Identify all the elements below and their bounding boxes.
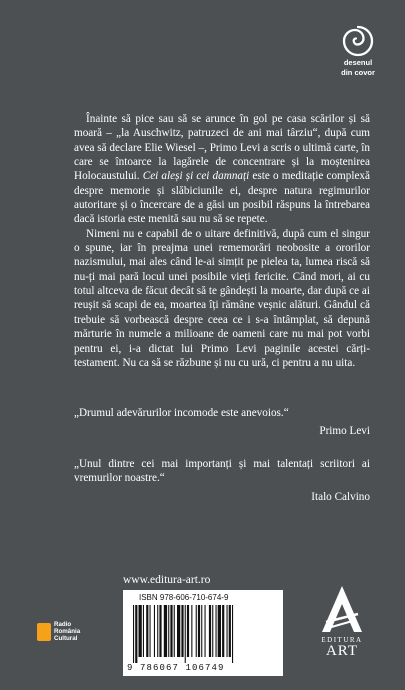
barcode-bar <box>198 605 200 657</box>
barcode-bar <box>150 605 151 657</box>
barcode-bar <box>139 605 142 657</box>
barcode-bar <box>201 605 202 657</box>
art-pyramid-icon <box>316 584 368 634</box>
barcode-bar <box>168 605 169 657</box>
blurb-text: este o meditație complexă despre memorie și slăbiciunile ei, despre natura regimurilor autoritare și o încercare de a găsi un posibil răspuns la întrebarea dacă istoria este menită sau nu să se repete. <box>74 170 370 226</box>
barcode-bar <box>174 605 175 657</box>
ean-digits: 9 786067 106749 <box>127 663 225 673</box>
book-title-italic: Cei aleși și cei damnați <box>142 170 250 183</box>
barcode-bar <box>146 605 148 657</box>
quote-italo-calvino <box>74 457 370 504</box>
barcode-bar <box>222 605 224 657</box>
quote-text: „Unul dintre cei mai importanți și mai talentați scriitori ai vremurilor noastre.“ <box>74 458 370 485</box>
barcode-bar <box>177 605 180 657</box>
radio-logo-line: Cultural <box>54 635 78 642</box>
blurb-paragraph-2: Nimeni nu e capabil de o uitare definitivă, după cum el singur o spune, iar în preajma unei rememorări neobosite a ororilor nazismului, mai ales când le-ai simțit pe pielea ta, lumea riscă să nu-ți mai pară locul unei posibile vieți fericite. Când mori, ai cu totul altceva de făcut decât să te gândești la moarte, dar după ce ai reușit să scapi de ea, moartea îți rămâne veșnic alături. Gândul că trebuie să vorbească despre ceea ce i s-a întâmplat, să depună mărturie în numele a milioane de oameni care nu mai pot vorbi pentru ei, i-a dictat lui Primo Levi paginile acestei cărți-testament. Nu ca să se răzbune și nu cu ură, ci pentru a nu uita. <box>74 227 370 369</box>
barcode-bar <box>154 605 155 657</box>
barcode-bar <box>159 605 161 657</box>
barcode-bar <box>232 605 233 663</box>
collection-name-line1: desenul <box>343 58 373 67</box>
barcode-bar <box>229 605 231 657</box>
barcode-bar <box>185 605 186 663</box>
radio-logo-line: România <box>54 628 81 635</box>
collection-name-line2: din covor <box>341 68 375 77</box>
barcode-bar <box>191 605 192 657</box>
blurb-text: Înainte să pice sau să se arunce în gol pe casa scărilor și să moară – „la Auschwitz, patruzeci de ani mai târziu“, după cum avea să declare Elie Wiesel –, Primo Levi a scris o ultimă carte, în care se întoarce la lagărele de concentrare și la moștenirea Holocaustului. <box>74 113 371 183</box>
barcode-bar <box>133 605 134 663</box>
barcode-bar <box>143 605 144 657</box>
barcode-bar <box>157 605 158 657</box>
isbn-barcode <box>123 590 283 676</box>
barcode-bar <box>181 605 183 657</box>
quote-text: „Drumul adevărurilor incomode este anevoios.“ <box>74 407 289 419</box>
barcode-bar <box>216 605 217 657</box>
blurb-paragraph-1 <box>74 112 370 227</box>
barcode-bar <box>218 605 221 657</box>
publisher-url[interactable]: www.editura-art.ro <box>123 574 211 586</box>
barcode-bars <box>131 605 275 663</box>
quote-author: Primo Levi <box>319 425 370 438</box>
radio-logo-mark <box>37 623 51 641</box>
barcode-bar <box>187 605 189 657</box>
barcode-bar <box>170 605 172 657</box>
quote-primo-levi <box>74 406 370 439</box>
barcode-bar <box>205 605 206 657</box>
radio-logo-line: Radio <box>54 621 72 628</box>
publisher-name-line1: EDITURA <box>321 636 363 644</box>
book-blurb <box>74 112 370 370</box>
barcode-bar <box>196 605 197 657</box>
barcode-bar <box>209 605 211 657</box>
collection-logo <box>333 24 383 78</box>
barcode-bar <box>164 605 167 657</box>
isbn-text: ISBN 978-606-710-674-9 <box>139 593 229 602</box>
radio-romania-cultural-logo <box>37 621 93 643</box>
barcode-bar <box>227 605 228 657</box>
editura-art-logo <box>308 584 376 659</box>
publisher-name-line2: ART <box>325 643 359 659</box>
quote-author: Italo Calvino <box>311 490 370 503</box>
barcode-bar <box>212 605 213 657</box>
spiral-shell-icon <box>341 24 375 58</box>
barcode-bar <box>135 605 137 663</box>
